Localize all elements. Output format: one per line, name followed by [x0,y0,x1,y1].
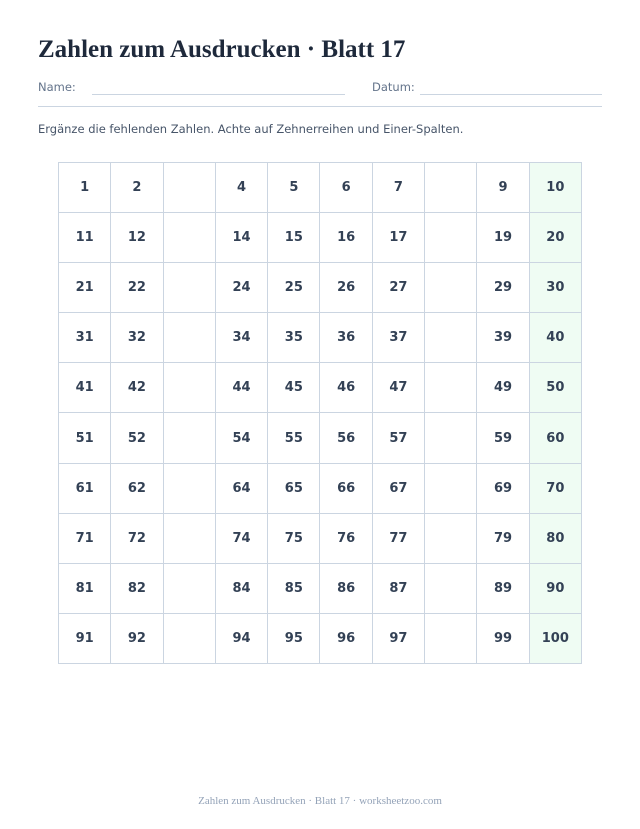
number-cell: 86 [320,564,372,614]
number-cell: 5 [268,163,320,213]
number-cell: 69 [477,464,529,514]
number-cell: 96 [320,614,372,664]
number-cell: 90 [530,564,582,614]
number-cell: 31 [59,313,111,363]
number-cell: 65 [268,464,320,514]
number-cell: 91 [59,614,111,664]
number-cell: 64 [216,464,268,514]
blank-cell[interactable] [164,413,216,463]
number-cell: 9 [477,163,529,213]
number-cell: 15 [268,213,320,263]
number-cell: 14 [216,213,268,263]
number-cell: 75 [268,514,320,564]
number-cell: 77 [373,514,425,564]
number-cell: 60 [530,413,582,463]
number-cell: 47 [373,363,425,413]
instruction-text: Ergänze die fehlenden Zahlen. Achte auf Zehnerreihen und Einer-Spalten. [38,122,464,136]
number-cell: 2 [111,163,163,213]
date-label: Datum: [372,80,415,94]
number-cell: 56 [320,413,372,463]
blank-cell[interactable] [425,163,477,213]
number-cell: 51 [59,413,111,463]
number-cell: 92 [111,614,163,664]
blank-cell[interactable] [425,363,477,413]
number-cell: 19 [477,213,529,263]
blank-cell[interactable] [164,363,216,413]
number-cell: 97 [373,614,425,664]
number-cell: 50 [530,363,582,413]
number-cell: 45 [268,363,320,413]
number-cell: 100 [530,614,582,664]
number-cell: 7 [373,163,425,213]
number-cell: 22 [111,263,163,313]
blank-cell[interactable] [425,213,477,263]
number-cell: 89 [477,564,529,614]
number-cell: 12 [111,213,163,263]
number-cell: 42 [111,363,163,413]
blank-cell[interactable] [164,464,216,514]
name-label: Name: [38,80,76,94]
number-cell: 85 [268,564,320,614]
number-cell: 1 [59,163,111,213]
number-cell: 79 [477,514,529,564]
number-cell: 21 [59,263,111,313]
number-cell: 25 [268,263,320,313]
hundred-chart-grid [58,162,582,664]
number-cell: 11 [59,213,111,263]
number-cell: 6 [320,163,372,213]
blank-cell[interactable] [425,614,477,664]
number-cell: 4 [216,163,268,213]
number-cell: 36 [320,313,372,363]
number-cell: 80 [530,514,582,564]
number-cell: 17 [373,213,425,263]
number-cell: 26 [320,263,372,313]
number-cell: 37 [373,313,425,363]
blank-cell[interactable] [164,564,216,614]
number-cell: 62 [111,464,163,514]
blank-cell[interactable] [164,514,216,564]
number-cell: 55 [268,413,320,463]
number-cell: 27 [373,263,425,313]
number-cell: 10 [530,163,582,213]
number-cell: 40 [530,313,582,363]
number-cell: 30 [530,263,582,313]
number-cell: 71 [59,514,111,564]
number-cell: 39 [477,313,529,363]
number-cell: 52 [111,413,163,463]
blank-cell[interactable] [425,564,477,614]
page-title: Zahlen zum Ausdrucken · Blatt 17 [38,36,406,63]
blank-cell[interactable] [425,313,477,363]
number-cell: 54 [216,413,268,463]
number-cell: 59 [477,413,529,463]
number-cell: 41 [59,363,111,413]
blank-cell[interactable] [425,514,477,564]
blank-cell[interactable] [164,163,216,213]
header-divider [38,106,602,107]
number-cell: 44 [216,363,268,413]
number-cell: 34 [216,313,268,363]
blank-cell[interactable] [164,263,216,313]
number-cell: 32 [111,313,163,363]
number-cell: 95 [268,614,320,664]
blank-cell[interactable] [425,413,477,463]
number-cell: 94 [216,614,268,664]
number-cell: 20 [530,213,582,263]
number-cell: 49 [477,363,529,413]
number-cell: 67 [373,464,425,514]
number-cell: 24 [216,263,268,313]
number-cell: 46 [320,363,372,413]
blank-cell[interactable] [164,213,216,263]
number-cell: 61 [59,464,111,514]
blank-cell[interactable] [425,464,477,514]
date-field-line[interactable] [420,94,602,95]
blank-cell[interactable] [425,263,477,313]
number-cell: 70 [530,464,582,514]
page-footer: Zahlen zum Ausdrucken · Blatt 17 · worksheetzoo.com [198,795,442,807]
number-cell: 84 [216,564,268,614]
name-field-line[interactable] [92,94,345,95]
number-cell: 81 [59,564,111,614]
number-cell: 82 [111,564,163,614]
number-cell: 74 [216,514,268,564]
number-cell: 99 [477,614,529,664]
number-cell: 29 [477,263,529,313]
number-cell: 72 [111,514,163,564]
number-cell: 35 [268,313,320,363]
number-cell: 76 [320,514,372,564]
number-cell: 87 [373,564,425,614]
number-cell: 66 [320,464,372,514]
blank-cell[interactable] [164,614,216,664]
number-cell: 16 [320,213,372,263]
blank-cell[interactable] [164,313,216,363]
number-cell: 57 [373,413,425,463]
